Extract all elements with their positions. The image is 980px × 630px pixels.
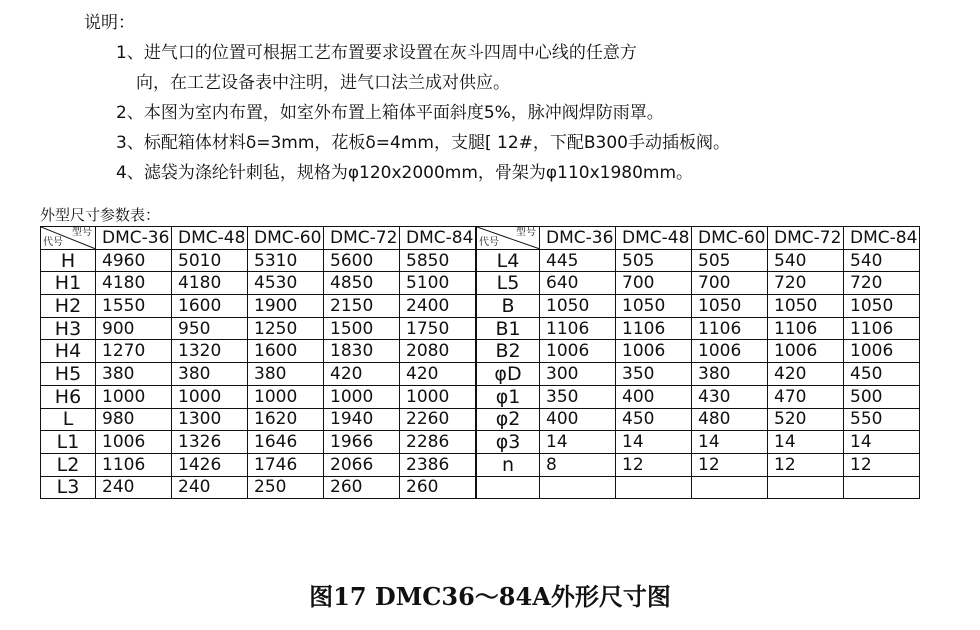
dimension-code: L3	[41, 476, 96, 499]
dimension-value: 2386	[400, 453, 476, 476]
dimension-value: 1050	[692, 295, 768, 318]
table-row	[41, 272, 476, 295]
dimension-value: 2260	[400, 408, 476, 431]
figure-caption: 图17 DMC36～84A外形尺寸图	[309, 582, 671, 611]
dimension-value: 1000	[324, 385, 400, 408]
dimension-value: 1646	[248, 431, 324, 454]
dimension-value: 450	[844, 363, 920, 386]
dimension-value: 4960	[96, 249, 172, 272]
table-row	[41, 385, 476, 408]
table-row	[41, 453, 476, 476]
dimension-code: L5	[477, 272, 540, 295]
dimension-code: B2	[477, 340, 540, 363]
model-header: DMC-60	[248, 227, 324, 250]
dimension-code	[477, 476, 540, 499]
dimension-code: H1	[41, 272, 96, 295]
dimension-value: 14	[540, 431, 616, 454]
table-row	[477, 408, 920, 431]
dimension-value: 5310	[248, 249, 324, 272]
table-row	[41, 317, 476, 340]
dimension-value: 640	[540, 272, 616, 295]
model-header: DMC-48	[616, 227, 692, 250]
corner-model-label: 型号	[516, 227, 536, 238]
dimension-value	[616, 476, 692, 499]
dimension-value: 700	[692, 272, 768, 295]
dimension-value: 5600	[324, 249, 400, 272]
dimension-value: 400	[616, 385, 692, 408]
table-row	[41, 363, 476, 386]
dimension-value: 260	[400, 476, 476, 499]
dimension-code: φD	[477, 363, 540, 386]
model-header: DMC-48	[172, 227, 248, 250]
table-row	[477, 295, 920, 318]
dimension-value: 1000	[172, 385, 248, 408]
dimension-value: 1000	[400, 385, 476, 408]
dimension-value: 1900	[248, 295, 324, 318]
corner-cell	[41, 227, 96, 250]
note-1: 1、进气口的位置可根据工艺布置要求设置在灰斗四周中心线的任意方	[116, 43, 637, 63]
table-row	[477, 363, 920, 386]
dimension-value: 4850	[324, 272, 400, 295]
dimension-value: 1250	[248, 317, 324, 340]
note-3: 3、标配箱体材料δ=3mm，花板δ=4mm，支腿[ 12#，下配B300手动插板阀。	[116, 133, 730, 153]
dimension-value: 5010	[172, 249, 248, 272]
dimension-value: 550	[844, 408, 920, 431]
dimension-value: 12	[768, 453, 844, 476]
dimension-value: 1550	[96, 295, 172, 318]
dimension-value	[692, 476, 768, 499]
dimension-value: 900	[96, 317, 172, 340]
dimension-value: 540	[768, 249, 844, 272]
note-4: 4、滤袋为涤纶针刺毡，规格为φ120x2000mm，骨架为φ110x1980mm。	[116, 163, 694, 183]
dimension-value: 480	[692, 408, 768, 431]
dimension-value: 420	[324, 363, 400, 386]
table-row	[477, 249, 920, 272]
dimension-value: 1106	[540, 317, 616, 340]
dimension-value: 420	[768, 363, 844, 386]
dimension-value: 12	[844, 453, 920, 476]
dimension-value: 980	[96, 408, 172, 431]
dimension-tables	[40, 226, 920, 499]
dimension-value: 1270	[96, 340, 172, 363]
dimension-value: 430	[692, 385, 768, 408]
dimension-code: H6	[41, 385, 96, 408]
dimension-value: 445	[540, 249, 616, 272]
dimension-value: 1050	[768, 295, 844, 318]
dimension-value: 260	[324, 476, 400, 499]
model-header: DMC-36	[540, 227, 616, 250]
dimension-value: 14	[768, 431, 844, 454]
dimension-value: 1940	[324, 408, 400, 431]
dimension-value: 1006	[844, 340, 920, 363]
table-row	[41, 340, 476, 363]
dimension-value: 4530	[248, 272, 324, 295]
model-header: DMC-36	[96, 227, 172, 250]
dimension-value: 14	[844, 431, 920, 454]
dimension-value: 4180	[96, 272, 172, 295]
dimension-code: φ3	[477, 431, 540, 454]
model-header: DMC-84	[400, 227, 476, 250]
dimension-value: 720	[768, 272, 844, 295]
dimension-value: 1106	[692, 317, 768, 340]
dimension-value: 1106	[616, 317, 692, 340]
dimension-code: L2	[41, 453, 96, 476]
dimension-code: H5	[41, 363, 96, 386]
dimension-value: 2400	[400, 295, 476, 318]
dimension-value: 1006	[540, 340, 616, 363]
model-header: DMC-84	[844, 227, 920, 250]
dimension-value	[540, 476, 616, 499]
dimension-code: φ2	[477, 408, 540, 431]
dimension-value: 1500	[324, 317, 400, 340]
dimension-code: B	[477, 295, 540, 318]
table-row	[41, 408, 476, 431]
dimension-value: 420	[400, 363, 476, 386]
table-header-row	[477, 227, 920, 250]
dimension-value: 5100	[400, 272, 476, 295]
table-row	[41, 431, 476, 454]
dimension-value: 240	[172, 476, 248, 499]
table-row	[41, 476, 476, 499]
dimension-value: 950	[172, 317, 248, 340]
dimension-value: 1106	[96, 453, 172, 476]
dimension-value	[768, 476, 844, 499]
table-row	[477, 340, 920, 363]
corner-code-label: 代号	[43, 236, 63, 248]
dimension-value: 2080	[400, 340, 476, 363]
table-row	[477, 453, 920, 476]
dimension-value: 1000	[96, 385, 172, 408]
notes-heading: 说明：	[84, 13, 135, 33]
dimension-table-right	[476, 226, 920, 499]
dimension-value: 1830	[324, 340, 400, 363]
dimension-value: 240	[96, 476, 172, 499]
dimension-value: 1600	[248, 340, 324, 363]
dimension-value: 700	[616, 272, 692, 295]
dimension-value	[844, 476, 920, 499]
table-row	[477, 272, 920, 295]
dimension-value: 450	[616, 408, 692, 431]
dimension-value: 380	[692, 363, 768, 386]
dimension-value: 380	[172, 363, 248, 386]
dimension-value: 350	[540, 385, 616, 408]
dimension-code: H4	[41, 340, 96, 363]
dimension-value: 4180	[172, 272, 248, 295]
dimension-value: 470	[768, 385, 844, 408]
corner-model-label: 型号	[72, 227, 92, 238]
dimension-code: L1	[41, 431, 96, 454]
dimension-value: 12	[616, 453, 692, 476]
dimension-value: 540	[844, 249, 920, 272]
dimension-code: H	[41, 249, 96, 272]
dimension-value: 14	[616, 431, 692, 454]
dimension-value: 1106	[768, 317, 844, 340]
table-row	[477, 476, 920, 499]
dimension-value: 1006	[96, 431, 172, 454]
dimension-value: 1746	[248, 453, 324, 476]
table-title: 外型尺寸参数表：	[40, 206, 161, 224]
dimension-value: 1320	[172, 340, 248, 363]
dimension-code: H3	[41, 317, 96, 340]
table-row	[477, 317, 920, 340]
dimension-value: 350	[616, 363, 692, 386]
dimension-value: 14	[692, 431, 768, 454]
dimension-value: 250	[248, 476, 324, 499]
dimension-value: 1006	[768, 340, 844, 363]
dimension-table-left	[40, 226, 476, 499]
table-header-row	[41, 227, 476, 250]
dimension-value: 500	[844, 385, 920, 408]
table-row	[477, 431, 920, 454]
dimension-value: 380	[96, 363, 172, 386]
dimension-value: 1750	[400, 317, 476, 340]
note-1-continued: 向，在工艺设备表中注明，进气口法兰成对供应。	[136, 73, 510, 93]
notes-section	[66, 8, 730, 188]
dimension-value: 380	[248, 363, 324, 386]
note-2: 2、本图为室内布置，如室外布置上箱体平面斜度5%，脉冲阀焊防雨罩。	[116, 103, 664, 123]
dimension-code: H2	[41, 295, 96, 318]
dimension-code: n	[477, 453, 540, 476]
dimension-value: 1050	[540, 295, 616, 318]
model-header: DMC-60	[692, 227, 768, 250]
table-row	[41, 295, 476, 318]
dimension-value: 505	[616, 249, 692, 272]
dimension-value: 1050	[844, 295, 920, 318]
corner-cell	[477, 227, 540, 250]
dimension-code: L	[41, 408, 96, 431]
table-row	[477, 385, 920, 408]
dimension-value: 400	[540, 408, 616, 431]
dimension-code: L4	[477, 249, 540, 272]
corner-code-label: 代号	[479, 236, 499, 248]
dimension-value: 1300	[172, 408, 248, 431]
dimension-value: 12	[692, 453, 768, 476]
dimension-code: B1	[477, 317, 540, 340]
dimension-value: 8	[540, 453, 616, 476]
dimension-value: 5850	[400, 249, 476, 272]
model-header: DMC-72	[324, 227, 400, 250]
dimension-value: 300	[540, 363, 616, 386]
table-row	[41, 249, 476, 272]
dimension-value: 2066	[324, 453, 400, 476]
model-header: DMC-72	[768, 227, 844, 250]
dimension-value: 2286	[400, 431, 476, 454]
dimension-value: 1620	[248, 408, 324, 431]
dimension-code: φ1	[477, 385, 540, 408]
dimension-value: 1006	[616, 340, 692, 363]
dimension-value: 505	[692, 249, 768, 272]
dimension-value: 2150	[324, 295, 400, 318]
dimension-value: 720	[844, 272, 920, 295]
dimension-value: 520	[768, 408, 844, 431]
dimension-value: 1966	[324, 431, 400, 454]
dimension-value: 1326	[172, 431, 248, 454]
dimension-value: 1600	[172, 295, 248, 318]
dimension-value: 1050	[616, 295, 692, 318]
dimension-value: 1106	[844, 317, 920, 340]
dimension-value: 1000	[248, 385, 324, 408]
dimension-value: 1006	[692, 340, 768, 363]
dimension-value: 1426	[172, 453, 248, 476]
